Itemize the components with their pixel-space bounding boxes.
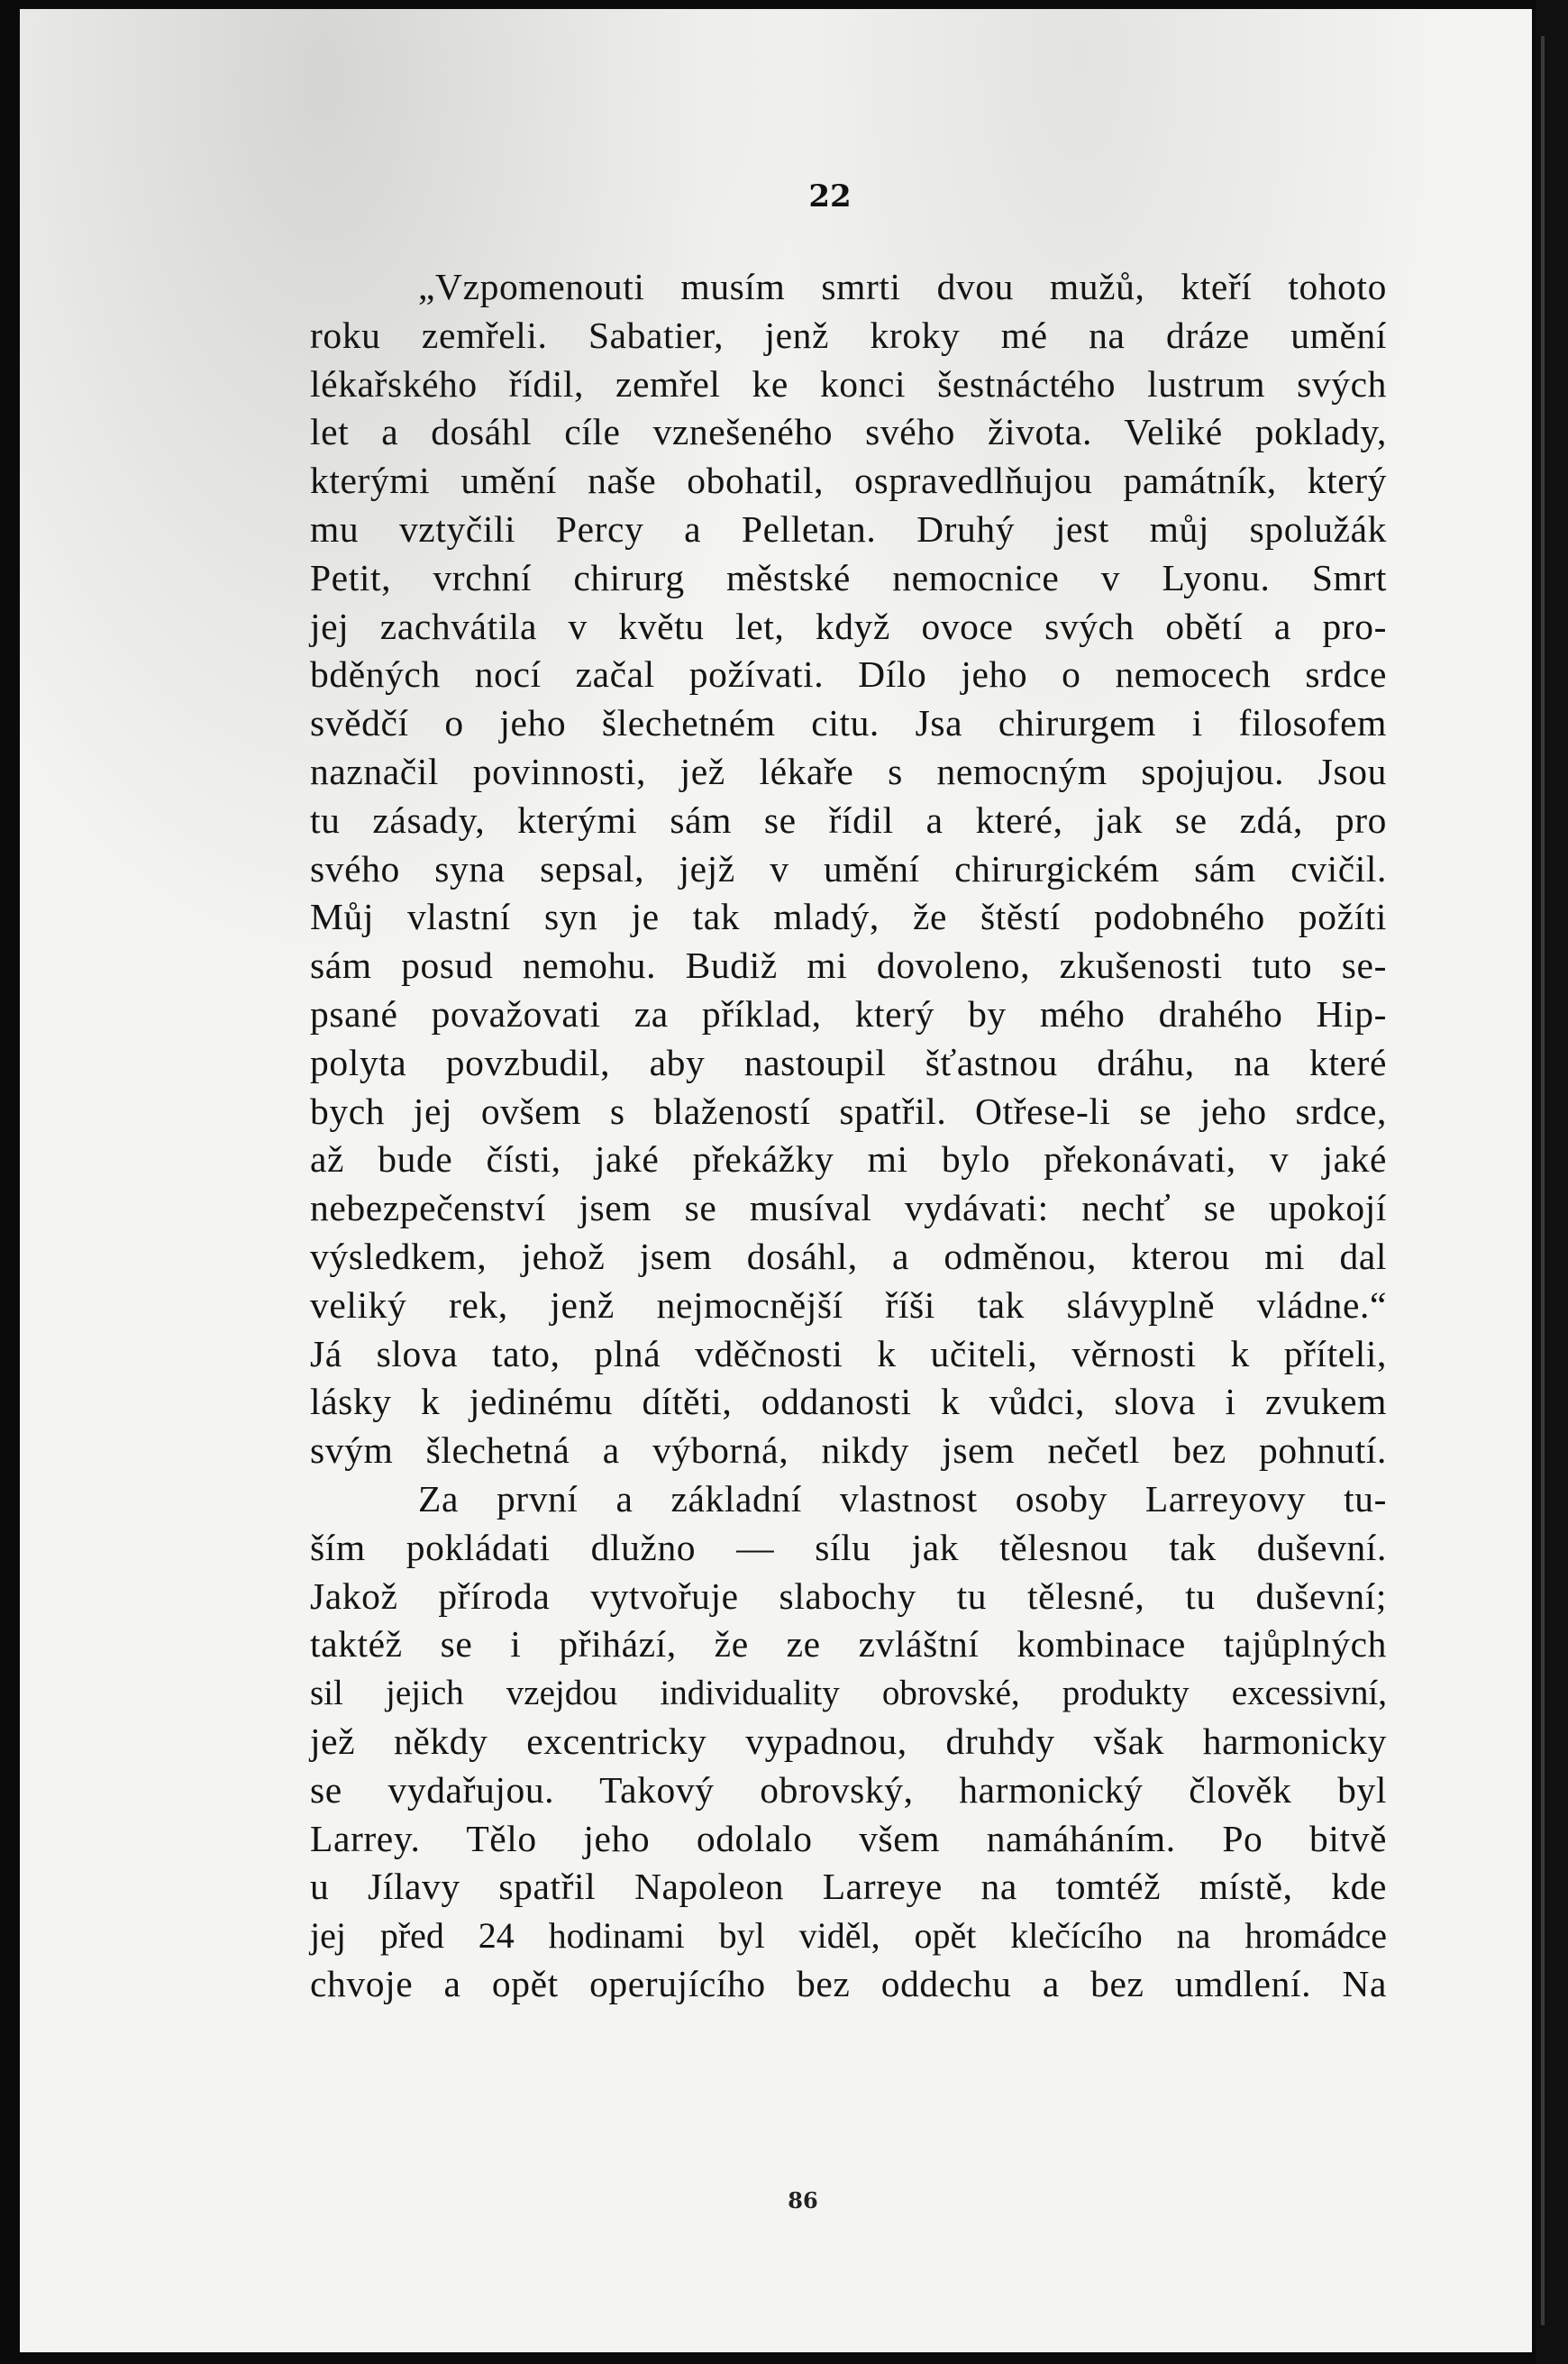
text-line: se vydařujou. Takový obrovský, harmonický člověk byl [310, 1768, 1387, 1811]
text-line: výsledkem, jehož jsem dosáhl, a odměnou, kterou mi dal [310, 1235, 1387, 1277]
text-line: jej zachvátila v květu let, když ovoce svých obětí a pro- [310, 605, 1387, 647]
text-line: taktéž se i přihází, že ze zvláštní kombinace tajůplných [310, 1623, 1387, 1666]
text-line: tu zásady, kterými sám se řídil a které, jak se zdá, pro [310, 799, 1387, 841]
page-number: 22 [808, 178, 852, 214]
text-line: Můj vlastní syn je tak mladý, že štěstí podobného požíti [310, 896, 1387, 938]
text-line: roku zemřeli. Sabatier, jenž kroky mé na dráze umění [310, 314, 1387, 356]
text-line: bděných nocí začal požívati. Dílo jeho o nemocech srdce [310, 653, 1387, 696]
text-line: Larrey. Tělo jeho odolalo všem namáháním. Po bitvě [310, 1817, 1387, 1859]
text-line: Petit, vrchní chirurg městské nemocnice v Lyonu. Smrt [310, 556, 1387, 598]
text-line: mu vztyčili Percy a Pelletan. Druhý jest můj spolužák [310, 507, 1387, 550]
text-line: až bude čísti, jaké překážky mi bylo překonávati, v jaké [310, 1138, 1387, 1181]
text-line: bych jej ovšem s blažeností spatřil. Otřese-li se jeho srdce, [310, 1090, 1387, 1132]
text-line: Já slova tato, plná vděčnosti k učiteli, věrnosti k příteli, [310, 1332, 1387, 1374]
text-line: jež někdy excentricky vypadnou, druhdy však harmonicky [310, 1720, 1387, 1762]
text-line: Jakož příroda vytvořuje slabochy tu tělesné, tu duševní; [310, 1574, 1387, 1617]
book-edge-shadow [1536, 0, 1568, 2364]
text-line: naznačil povinnosti, jež lékaře s nemocným spojujou. Jsou [310, 750, 1387, 792]
text-line: sil jejich vzejdou individuality obrovské, produkty excessivní, [310, 1674, 1387, 1713]
text-line: polyta povzbudil, aby nastoupil šťastnou dráhu, na které [310, 1041, 1387, 1083]
text-line: let a dosáhl cíle vznešeného svého života. Veliké poklady, [310, 411, 1387, 453]
text-line: lásky k jedinému dítěti, oddanosti k vůdci, slova i zvukem [310, 1381, 1387, 1423]
text-line: lékařského řídil, zemřel ke konci šestnáctého lustrum svých [310, 362, 1387, 405]
body-text [310, 263, 1387, 2009]
text-line: „Vzpomenouti musím smrti dvou mužů, kteří tohoto [418, 266, 1387, 307]
text-line: nebezpečenství jsem se musíval vydávati: nechť se upokojí [310, 1187, 1387, 1229]
text-line: svým šlechetná a výborná, nikdy jsem nečetl bez pohnutí. [310, 1429, 1387, 1472]
text-line: kterými umění naše obohatil, ospravedlňujou památník, který [310, 460, 1387, 502]
text-line: veliký rek, jenž nejmocnější říši tak slávyplně vládne.“ [310, 1283, 1387, 1326]
text-line: sám posud nemohu. Budiž mi dovoleno, zkušenosti tuto se- [310, 945, 1387, 987]
text-line: ším pokládati dlužno — sílu jak tělesnou tak duševní. [310, 1526, 1387, 1568]
text-line: chvoje a opět operujícího bez oddechu a bez umdlení. Na [310, 1962, 1387, 2004]
text-line: Za první a základní vlastnost osoby Larreyovy tu- [418, 1477, 1387, 1520]
text-line: svého syna sepsal, jejž v umění chirurgickém sám cvičil. [310, 847, 1387, 890]
text-line: u Jílavy spatřil Napoleon Larreye na tomtéž místě, kde [310, 1866, 1387, 1908]
text-line: psané považovati za příklad, který by mého drahého Hip- [310, 992, 1387, 1035]
text-line: svědčí o jeho šlechetném citu. Jsa chirurgem i filosofem [310, 702, 1387, 744]
book-page [20, 9, 1532, 2352]
signature-mark: 86 [788, 2187, 818, 2213]
text-line: jej před 24 hodinami byl viděl, opět klečícího na hromádce [310, 1915, 1387, 1957]
